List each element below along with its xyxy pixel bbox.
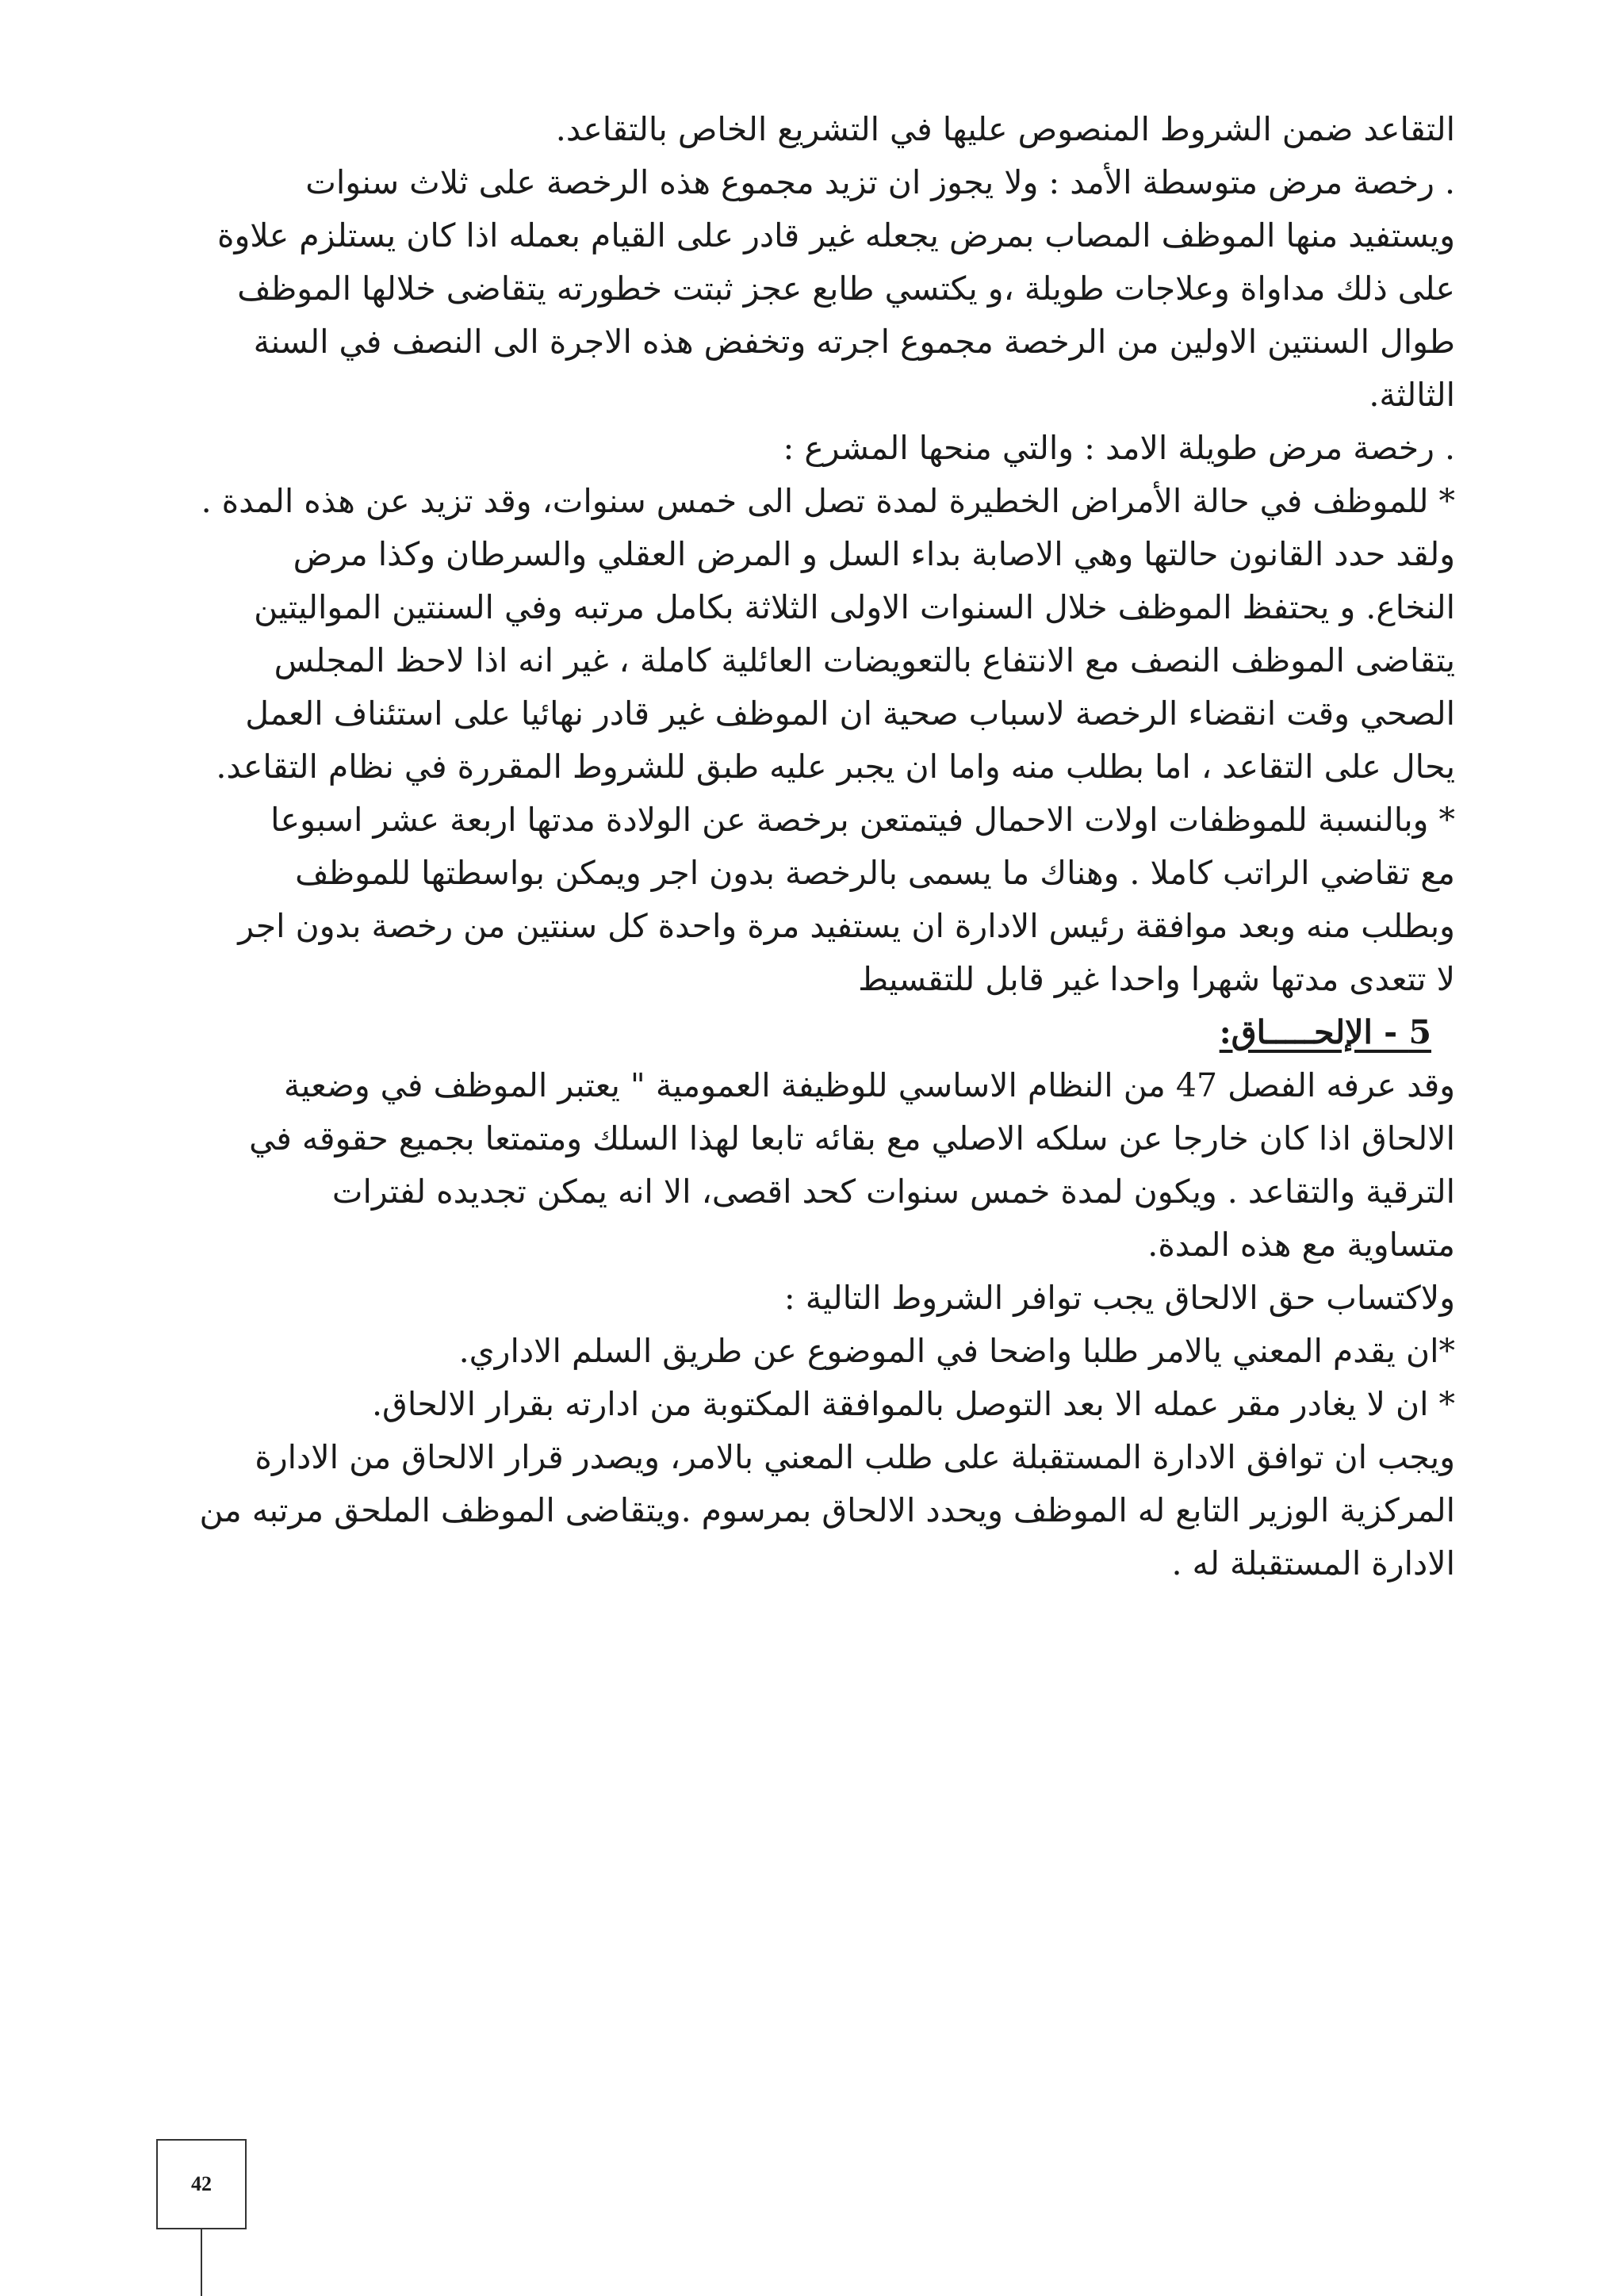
text-line: يتقاضى الموظف النصف مع الانتفاع بالتعويضات العائلية كاملة ، غير انه اذا لاحظ المجلس (274, 641, 1455, 679)
text-line: الادارة المستقبلة له . (1171, 1544, 1455, 1582)
text-line: * وبالنسبة للموظفات اولات الاحمال فيتمتعن برخصة عن الولادة مدتها اربعة عشر اسبوعا (270, 801, 1455, 839)
text-line: متساوية مع هذه المدة. (1147, 1226, 1455, 1264)
text-line: على ذلك مداواة وعلاجات طويلة ،و يكتسي طابع عجز ثبتت خطورته يتقاضى خلالها الموظف (237, 270, 1455, 308)
section-heading-text: 5 - الإلحـــــاق: (1219, 1013, 1431, 1051)
text-line: ويستفيد منها الموظف المصاب بمرض يجعله غير قادر على القيام بعمله اذا كان يستلزم علاوة (217, 216, 1455, 254)
text-line: . رخصة مرض متوسطة الأمد : ولا يجوز ان تزيد مجموع هذه الرخصة على ثلاث سنوات (305, 163, 1455, 201)
page-body (163, 103, 1455, 1590)
text-line: *ان يقدم المعني يالامر طلبا واضحا في الموضوع عن طريق السلم الاداري. (458, 1332, 1455, 1370)
page-number: 42 (156, 2139, 247, 2229)
text-line: طوال السنتين الاولين من الرخصة مجموع اجرته وتخفض هذه الاجرة الى النصف في السنة (253, 323, 1455, 361)
text-line: مع تقاضي الراتب كاملا . وهناك ما يسمى بالرخصة بدون اجر ويمكن بواسطتها للموظف (295, 854, 1455, 892)
text-line: الالحاق اذا كان خارجا عن سلكه الاصلي مع بقائه تابعا لهذا السلك ومتمتعا بجميع حقوقه في (249, 1119, 1455, 1158)
text-line: ولاكتساب حق الالحاق يجب توافر الشروط التالية : (783, 1279, 1455, 1317)
text-line: * ان لا يغادر مقر عمله الا بعد التوصل بالموافقة المكتوبة من ادارته بقرار الالحاق. (371, 1385, 1455, 1423)
text-line: المركزية الوزير التابع له الموظف ويحدد الالحاق بمرسوم .ويتقاضى الموظف الملحق مرتبه من (199, 1491, 1455, 1529)
text-line: . رخصة مرض طويلة الامد : والتي منحها المشرع : (783, 429, 1455, 467)
text-line: ولقد حدد القانون حالتها وهي الاصابة بداء السل و المرض العقلي والسرطان وكذا مرض (293, 535, 1455, 573)
text-line: وقد عرفه الفصل 47 من النظام الاساسي للوظيفة العمومية " يعتبر الموظف في وضعية (283, 1066, 1455, 1104)
text-line: الثالثة. (1369, 376, 1455, 414)
text-line: الصحي وقت انقضاء الرخصة لاسباب صحية ان الموظف غير قادر نهائيا على استئناف العمل (245, 695, 1455, 733)
text-line: ويجب ان توافق الادارة المستقبلة على طلب المعني بالامر، ويصدر قرار الالحاق من الادارة (255, 1438, 1455, 1476)
text-line: التقاعد ضمن الشروط المنصوص عليها في التشريع الخاص بالتقاعد. (555, 110, 1455, 148)
section-heading (163, 1006, 1455, 1059)
text-line: يحال على التقاعد ، اما بطلب منه واما ان يجبر عليه طبق للشروط المقررة في نظام التقاعد. (216, 748, 1455, 786)
text-line: الترقية والتقاعد . ويكون لمدة خمس سنوات كحد اقصى، الا انه يمكن تجديده لفترات (331, 1173, 1455, 1211)
text-line: * للموظف في حالة الأمراض الخطيرة لمدة تصل الى خمس سنوات، وقد تزيد عن هذه المدة . (201, 482, 1455, 520)
text-line: النخاع. و يحتفظ الموظف خلال السنوات الاولى الثلاثة بكامل مرتبه وفي السنتين المواليتين (254, 588, 1455, 626)
text-line: لا تتعدى مدتها شهرا واحدا غير قابل للتقسيط (858, 960, 1455, 998)
page-number-connector (201, 2229, 202, 2296)
text-line: وبطلب منه وبعد موافقة رئيس الادارة ان يستفيد مرة واحدة كل سنتين من رخصة بدون اجر (238, 907, 1455, 945)
